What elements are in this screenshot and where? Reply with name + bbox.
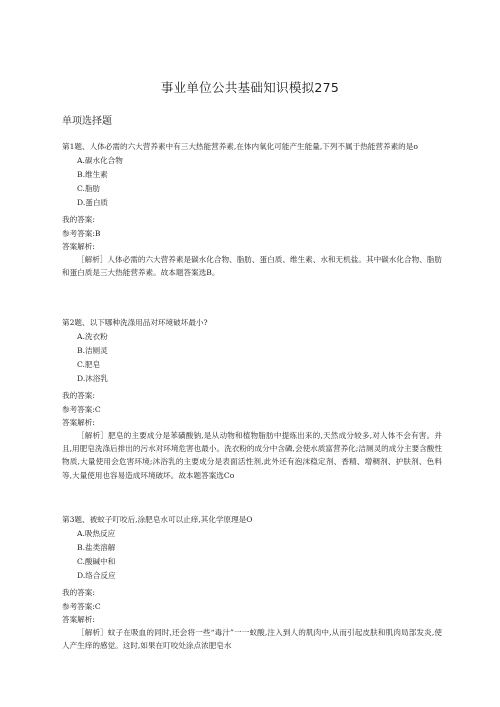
option-c: C.脂肪 [77, 184, 101, 194]
analysis-label: 答案解析: [62, 614, 95, 624]
question-stem: 第2题、以下哪种洗涤用品对环境破坏最小? [62, 318, 208, 327]
option-c: C.酸碱中和 [77, 557, 116, 567]
question-stem: 第1题、人体必需的六大营养素中有三大热能营养素,在体内氧化可能产生能量,下列不属于热能营养素的是o [62, 142, 418, 151]
option-b: B.洁厕灵 [77, 346, 108, 356]
option-b: B.盐类溶解 [77, 543, 116, 553]
analysis-text: ［解析］肥皂的主要成分是苯磺酸钠,是从动物和植物脂肪中提炼出来的,天然成分较多,对人体不会有害。并且,用肥皂洗涤后排出的污水对环境危害也最小。洗衣粉的成分中含磷,会使水质富营养化;洁厕灵的成分主要含酸性物质,大量使用会危害环境;沐浴乳的主要成分是表面活性剂,此外还有泡沫稳定剂、香精、增稠剂、护肤剂、色料等,大量使用也容易造成环境破坏。故本题答案选Co [62, 430, 442, 480]
option-d: D.沐浴乳 [77, 374, 109, 384]
page-title: 事业单位公共基础知识模拟275 [160, 80, 340, 95]
option-list [77, 154, 442, 210]
my-answer-label: 我的答案: [62, 215, 95, 225]
section-heading: 单项选择题 [62, 116, 112, 127]
option-a: A.洗衣粉 [77, 332, 108, 342]
option-list [77, 330, 442, 386]
analysis-label: 答案解析: [62, 417, 95, 427]
option-a: A.吸热反应 [77, 529, 116, 539]
option-c: C.肥皂 [77, 360, 101, 370]
question-stem: 第3题、被蚊子叮咬后,涂肥皂水可以止痒,其化学原理是O [62, 515, 253, 524]
reference-answer: 参考答案:C [62, 601, 101, 611]
question-3 [62, 514, 442, 652]
my-answer-label: 我的答案: [62, 588, 95, 598]
option-d: D.络合反应 [77, 571, 116, 581]
option-a: A.碳水化合物 [77, 156, 123, 166]
my-answer-label: 我的答案: [62, 391, 95, 401]
analysis-label: 答案解析: [62, 241, 95, 251]
option-b: B.维生素 [77, 170, 108, 180]
option-list [77, 527, 442, 583]
question-2 [62, 317, 442, 482]
option-d: D.蛋白质 [77, 198, 109, 208]
analysis-text: ［解析］蚊子在吸血的同时,还会将一些“毒汁”一一蚁酸,注入到人的肌肉中,从而引起皮肤和肌肉局部发炎,使人产生痒的感觉。这时,如果在叮咬处涂点浓肥皂水 [62, 627, 442, 651]
reference-answer: 参考答案:C [62, 404, 101, 414]
reference-answer: 参考答案:B [62, 228, 101, 238]
question-1 [62, 141, 442, 279]
analysis-text: ［解析］人体必需的六大营养素是碳水化合物、脂肪、蛋白质、维生素、水和无机盐。其中碳水化合物、脂肪和蛋白质是三大热能营养素。故本题答案选B。 [62, 254, 442, 278]
